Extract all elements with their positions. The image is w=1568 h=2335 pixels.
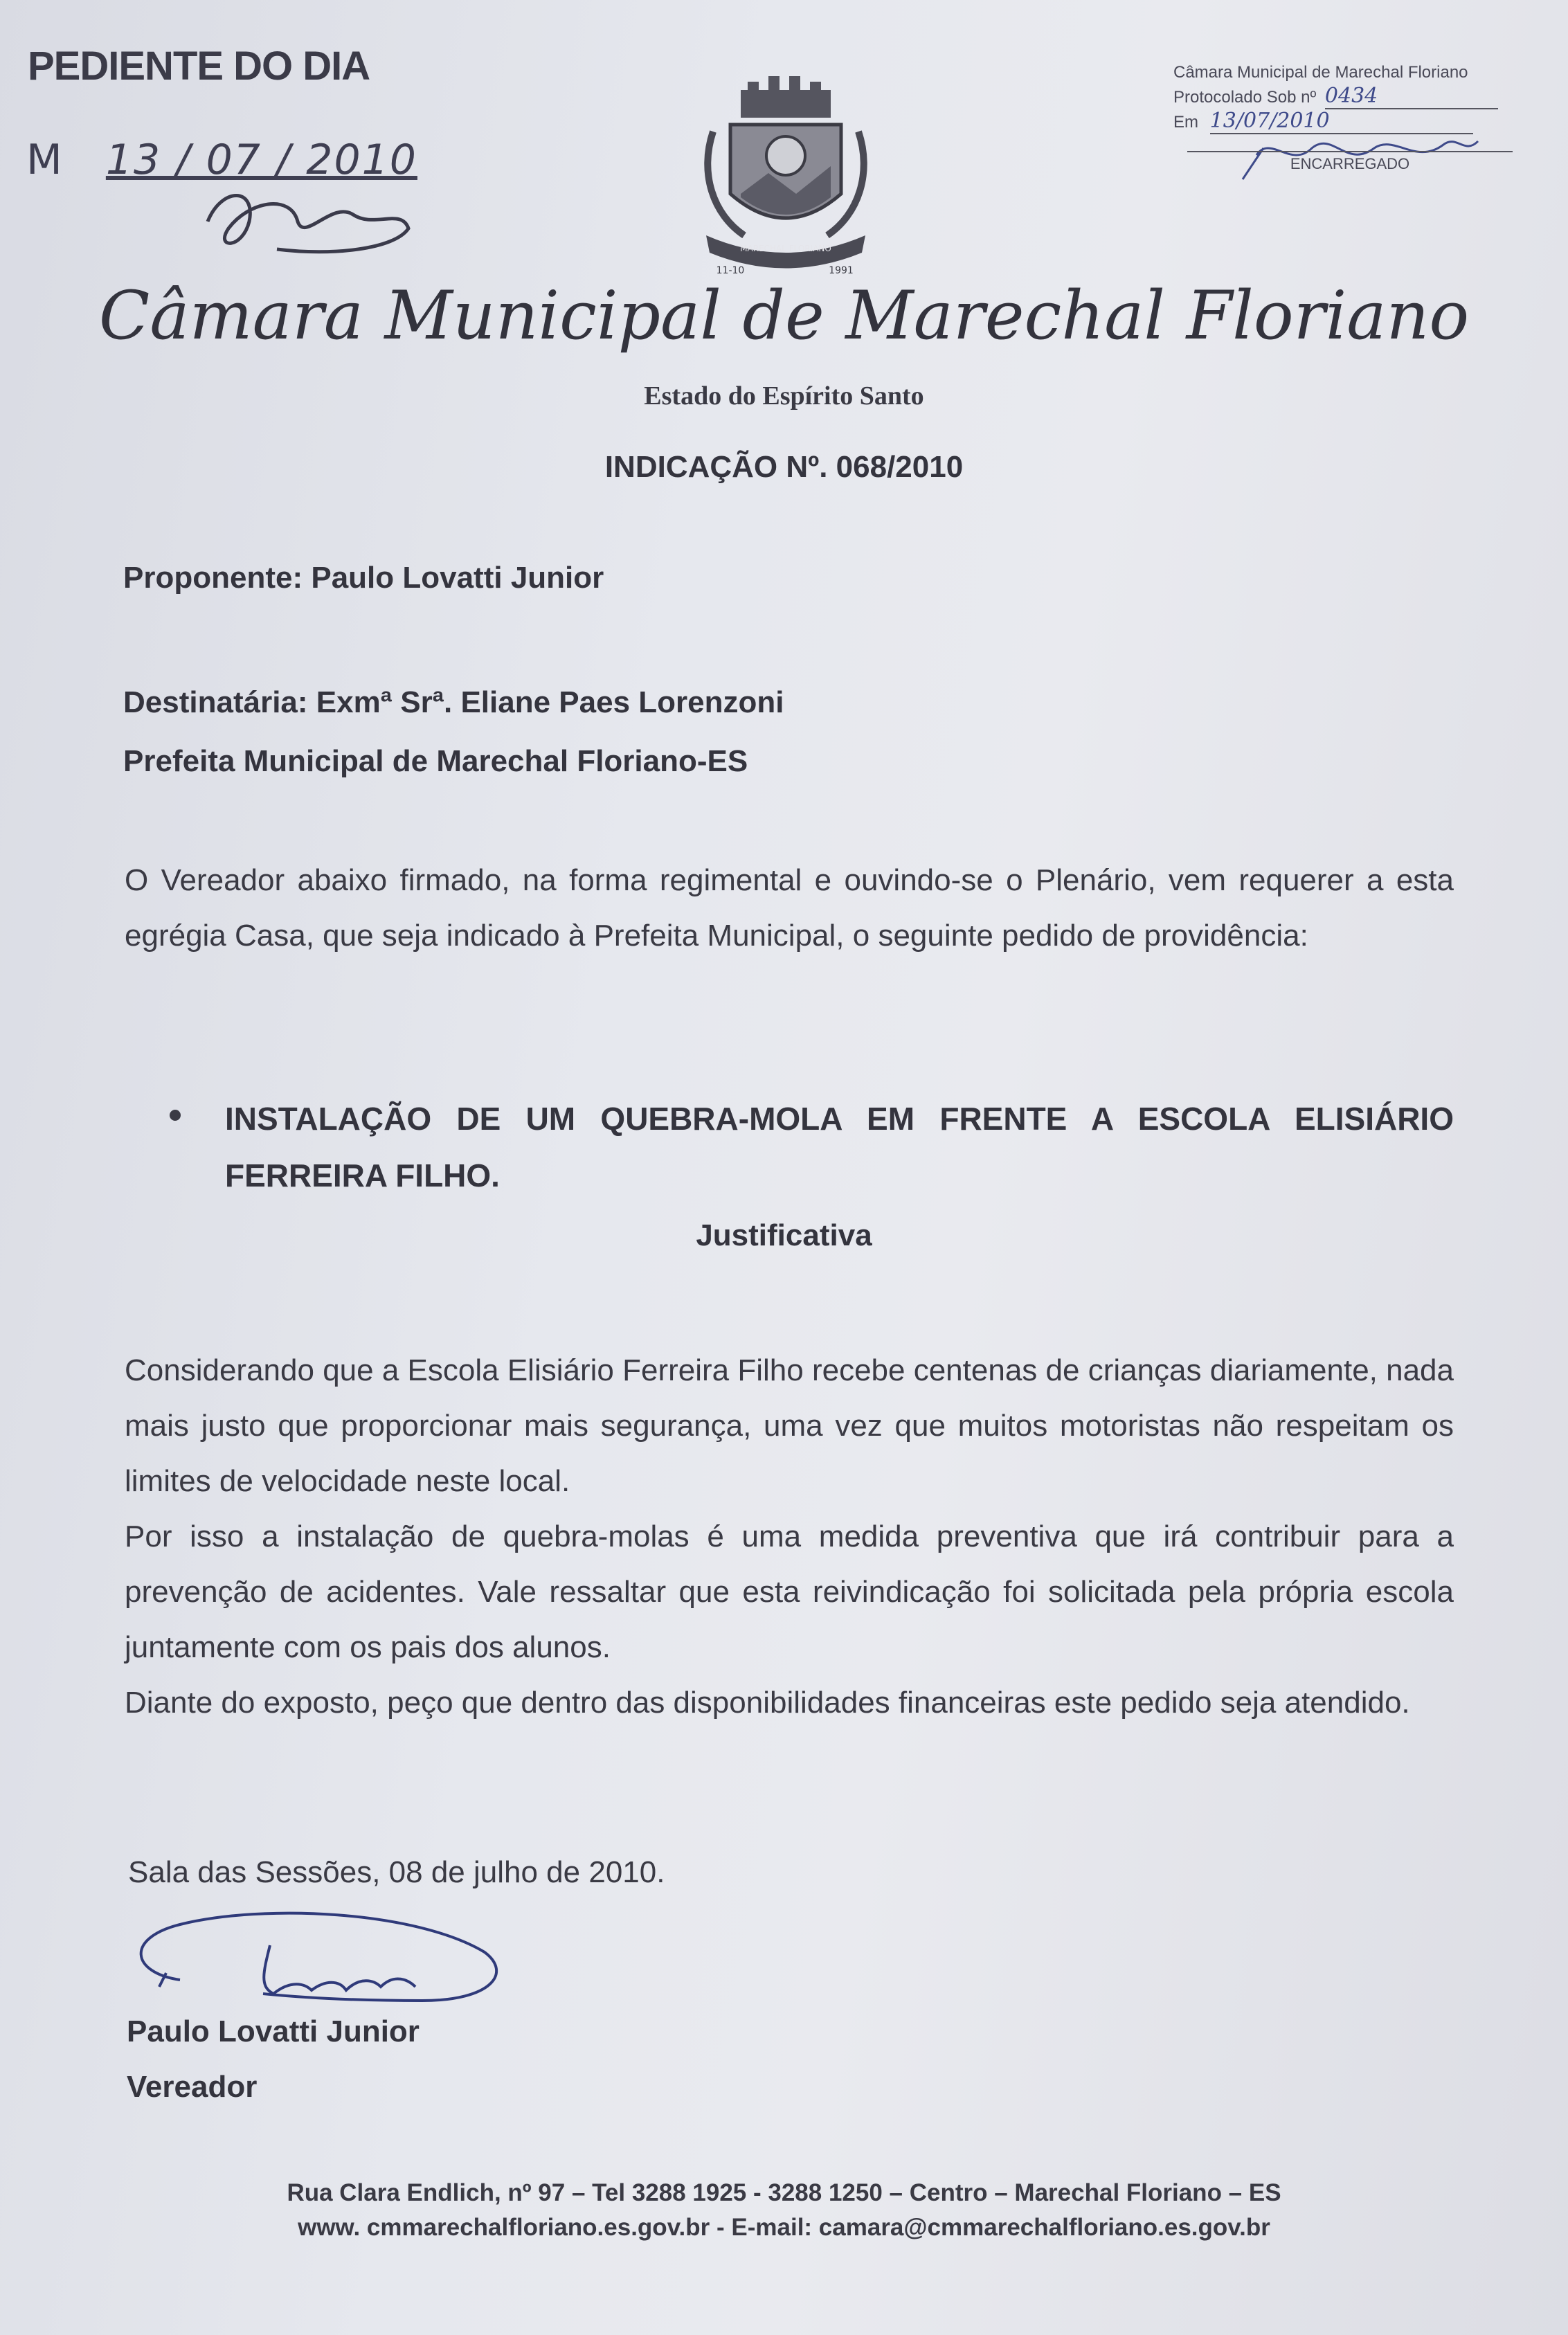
footer-web: www. cmmarechalfloriano.es.gov.br - E-mail: camara@cmmarechalfloriano.es.gov.br bbox=[298, 2214, 1270, 2241]
signer-role: Vereador bbox=[127, 2070, 258, 2104]
protocol-date-label: Em bbox=[1173, 113, 1198, 132]
footer-address: Rua Clara Endlich, nº 97 – Tel 3288 1925 - 3288 1250 – Centro – Marechal Floriano – ES bbox=[287, 2179, 1281, 2206]
destinataria-role: Prefeita Municipal de Marechal Floriano-ES bbox=[123, 744, 748, 778]
stamp-initials-signature bbox=[194, 173, 422, 263]
proponente-line bbox=[123, 561, 604, 595]
justificativa-heading: Justificativa bbox=[696, 1218, 872, 1252]
destinataria-name: Exmª Srª. Eliane Paes Lorenzoni bbox=[316, 685, 784, 719]
crest-year-right: 1991 bbox=[829, 265, 854, 276]
place-date: Sala das Sessões, 08 de julho de 2010. bbox=[128, 1855, 665, 1889]
bullet-icon bbox=[170, 1110, 181, 1121]
received-stamp-date-value: 13 / 07 / 2010 bbox=[105, 136, 417, 184]
received-stamp-label: PEDIENTE DO DIA bbox=[28, 44, 370, 89]
protocol-institution: Câmara Municipal de Marechal Floriano bbox=[1173, 63, 1468, 82]
protocol-stamp bbox=[1173, 61, 1533, 208]
justificativa-paragraph-2: Por isso a instalação de quebra-molas é uma medida preventiva que irá contribuir para a prevenção de acidentes. Vale ressaltar que esta reivindicação foi solicitada pela própria escola juntamente com os pais dos alunos. bbox=[125, 1520, 1454, 1664]
signer-signature bbox=[125, 1897, 512, 2028]
justificativa-paragraph-3: Diante do exposto, peço que dentro das disponibilidades financeiras este pedido seja atendido. bbox=[125, 1686, 1410, 1720]
justificativa-paragraph-1: Considerando que a Escola Elisiário Ferreira Filho recebe centenas de crianças diariamente, nada mais justo que proporcionar mais segurança, uma vez que muitos motoristas não respeitam os limites de velocidade neste local. bbox=[125, 1353, 1454, 1498]
intro-paragraph: O Vereador abaixo firmado, na forma regimental e ouvindo-se o Plenário, vem requerer a esta egrégia Casa, que seja indicado à Prefeita Municipal, o seguinte pedido de providência: bbox=[125, 863, 1454, 953]
protocol-number-label: Protocolado Sob nº bbox=[1173, 88, 1317, 107]
received-stamp-prefix: M bbox=[26, 136, 64, 184]
destinataria-line bbox=[123, 685, 784, 720]
proponente-label: Proponente: bbox=[123, 561, 303, 595]
page-title: Câmara Municipal de Marechal Floriano bbox=[98, 277, 1470, 354]
municipal-crest-icon bbox=[692, 76, 879, 284]
crest-banner-text: MARECHAL FLORIANO bbox=[740, 244, 831, 253]
destinataria-label: Destinatária: bbox=[123, 685, 308, 719]
protocol-number: 0434 bbox=[1325, 84, 1498, 109]
proponente-name: Paulo Lovatti Junior bbox=[311, 561, 604, 595]
protocol-role: ENCARREGADO bbox=[1187, 151, 1513, 176]
protocol-number-row bbox=[1173, 84, 1533, 109]
signer-name: Paulo Lovatti Junior bbox=[127, 2014, 420, 2048]
indicacao-number: INDICAÇÃO Nº. 068/2010 bbox=[604, 450, 964, 484]
request-text: INSTALAÇÃO DE UM QUEBRA-MOLA EM FRENTE A ESCOLA ELISIÁRIO FERREIRA FILHO. bbox=[225, 1101, 1454, 1193]
page-subtitle: Estado do Espírito Santo bbox=[644, 381, 924, 411]
crest-year-left: 11-10 bbox=[716, 265, 745, 276]
protocol-date: 13/07/2010 bbox=[1210, 109, 1473, 134]
